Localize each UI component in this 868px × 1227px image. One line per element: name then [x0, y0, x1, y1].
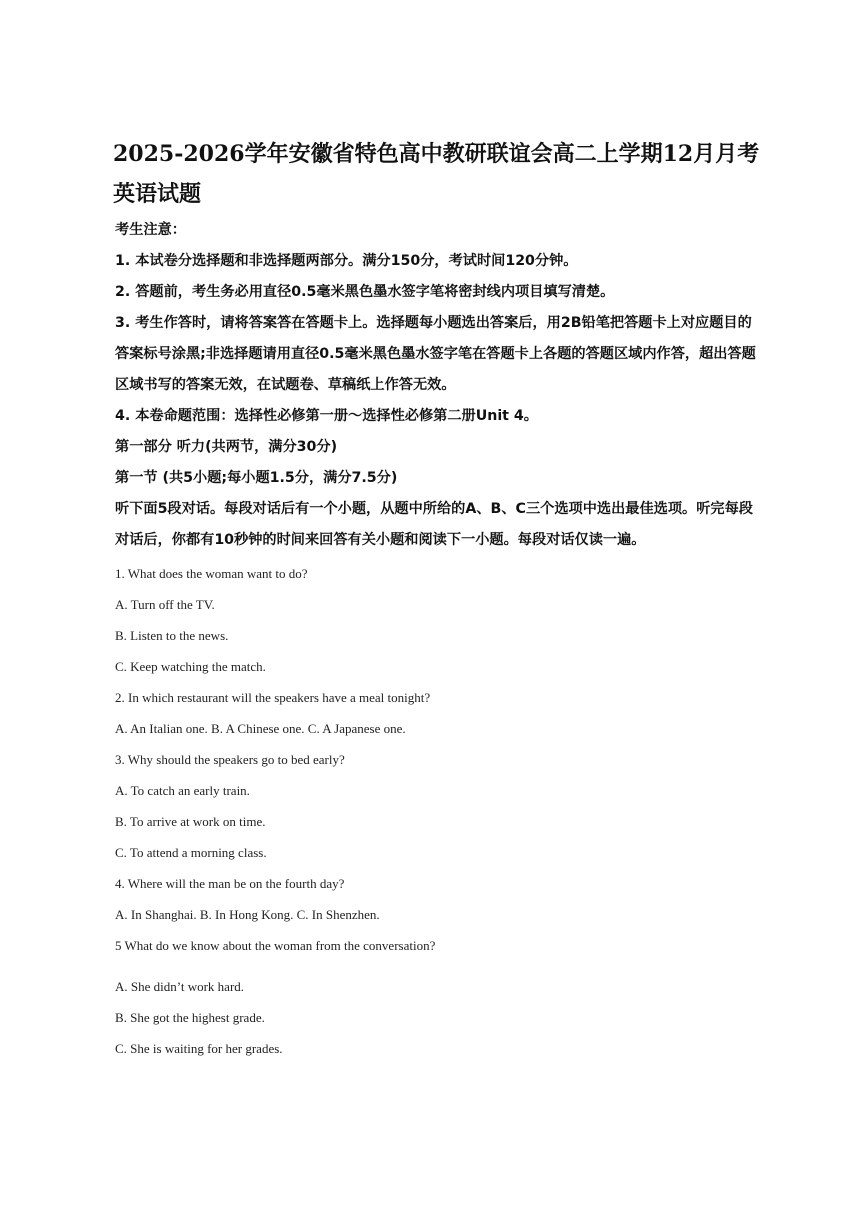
question-stem: 4. Where will the man be on the fourth day? [115, 876, 345, 891]
question-option: C. To attend a morning class. [115, 845, 267, 860]
exam-notice [115, 215, 765, 556]
question-stem: 5 What do we know about the woman from the conversation? [115, 938, 436, 953]
question-option: A. To catch an early train. [115, 783, 250, 798]
question-option: B. Listen to the news. [115, 628, 229, 643]
page-title: 2025-2026学年安徽省特色高中教研联谊会高二上学期12月月考英语试题 [113, 141, 760, 207]
question-option: B. She got the highest grade. [115, 1010, 265, 1025]
notice-item: 3. 考生作答时，请将答案答在答题卡上。选择题每小题选出答案后，用2B铅笔把答题卡上对应题目的答案标号涂黑;非选择题请用直径0.5毫米黑色墨水签字笔在答题卡上各题的答题区域内作答，超出答题区域书写的答案无效，在试题卷、草稿纸上作答无效。 [115, 315, 756, 393]
part-heading: 第一部分 听力(共两节，满分30分) [115, 439, 338, 455]
notice-heading: 考生注意： [115, 222, 186, 238]
section-heading: 第一节 (共5小题;每小题1.5分，满分7.5分) [115, 470, 398, 486]
section-instructions: 听下面5段对话。每段对话后有一个小题，从题中所给的A、B、C三个选项中选出最佳选项。听完每段对话后，你都有10秒钟的时间来回答有关小题和阅读下一小题。每段对话仅读一遍。 [115, 501, 753, 548]
question-option: B. To arrive at work on time. [115, 814, 266, 829]
question-stem: 3. Why should the speakers go to bed early? [115, 752, 345, 767]
question-stem: 1. What does the woman want to do? [115, 566, 308, 581]
question-option: A. She didn’t work hard. [115, 979, 245, 994]
notice-item: 2. 答题前，考生务必用直径0.5毫米黑色墨水签字笔将密封线内项目填写清楚。 [115, 284, 615, 300]
question-option: C. Keep watching the match. [115, 659, 266, 674]
question-option: C. She is waiting for her grades. [115, 1041, 283, 1056]
question-stem: 2. In which restaurant will the speakers have a meal tonight? [115, 690, 431, 705]
question-list [115, 558, 765, 1064]
question-option: A. In Shanghai. B. In Hong Kong. C. In Shenzhen. [115, 907, 380, 922]
question-option: A. An Italian one. B. A Chinese one. C. A Japanese one. [115, 721, 406, 736]
question-option: A. Turn off the TV. [115, 597, 215, 612]
notice-item: 1. 本试卷分选择题和非选择题两部分。满分150分，考试时间120分钟。 [115, 253, 578, 269]
notice-item: 4. 本卷命题范围：选择性必修第一册～选择性必修第二册Unit 4。 [115, 408, 538, 424]
